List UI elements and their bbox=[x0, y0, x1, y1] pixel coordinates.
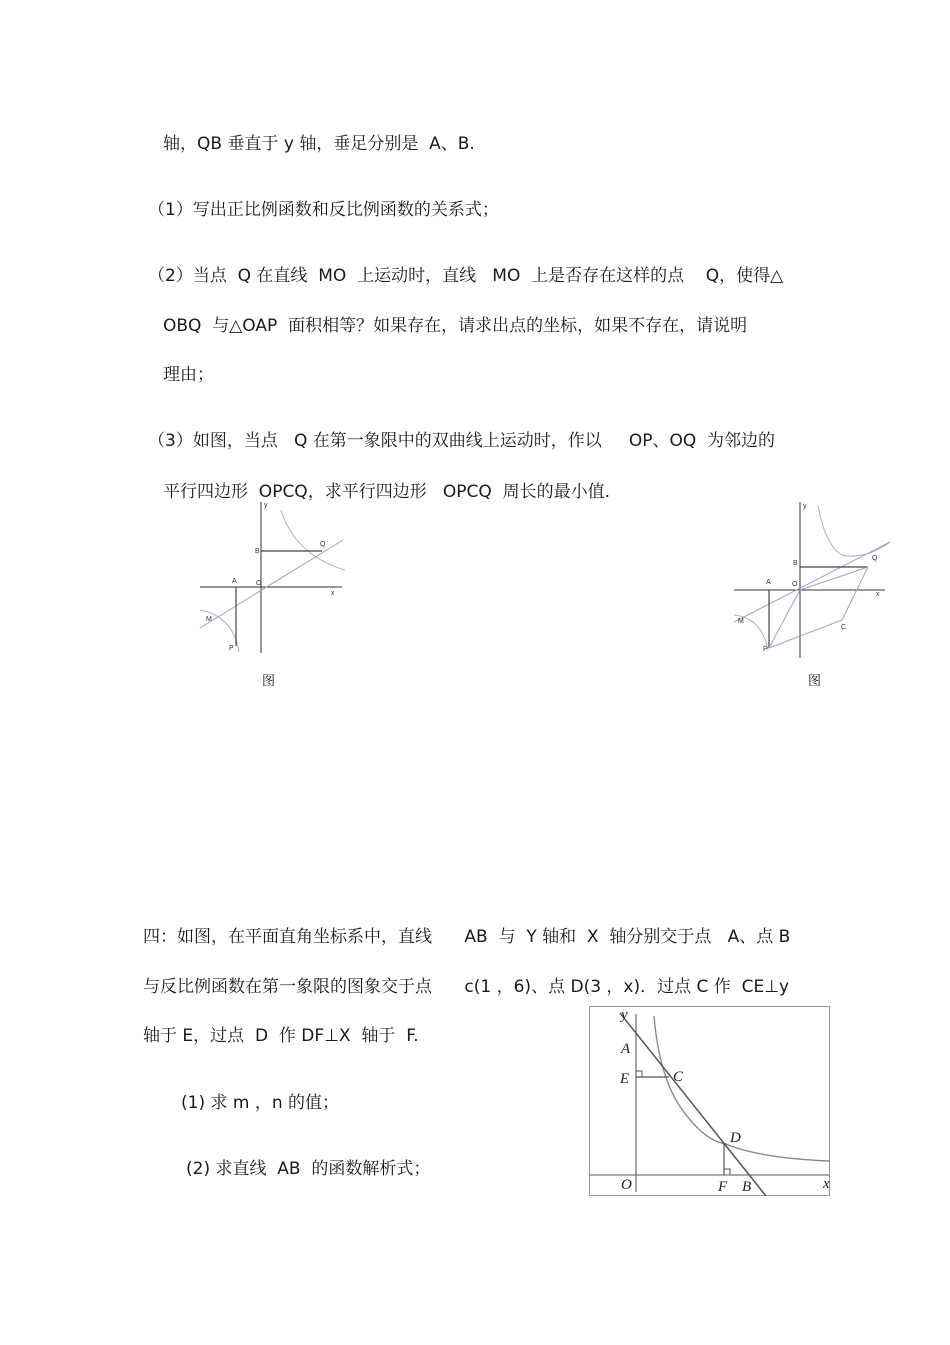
label-x: x bbox=[331, 590, 335, 597]
hyperbola-branch-q1 bbox=[281, 510, 345, 570]
label-q: Q bbox=[872, 555, 878, 562]
problem3-question3-line2: 平行四边形 OPCQ，求平行四边形 OPCQ 周长的最小值. bbox=[163, 482, 610, 502]
label-a: A bbox=[621, 1041, 631, 1057]
caption-left: 图 bbox=[262, 674, 276, 689]
problem3-question1: （1）写出正比例函数和反比例函数的关系式； bbox=[148, 200, 499, 220]
label-y: y bbox=[803, 503, 807, 510]
label-p: P bbox=[763, 646, 768, 653]
label-x: x bbox=[823, 1176, 830, 1192]
problem4-question1: (1) 求 m ，n 的值； bbox=[181, 1093, 340, 1113]
problem3-question2-line1: （2）当点 Q 在直线 MO 上运动时，直线 MO 上是否存在这样的点 Q，使得△ bbox=[148, 266, 784, 286]
label-q: Q bbox=[320, 541, 326, 548]
line-through-origin bbox=[734, 542, 890, 622]
label-a: A bbox=[232, 578, 237, 585]
problem3-line1: 轴，QB 垂直于 y 轴，垂足分别是 A、B. bbox=[163, 134, 475, 154]
problem4-line3: 轴于 E，过点 D 作 DF⊥X 轴于 F. bbox=[143, 1026, 419, 1046]
label-c: C bbox=[673, 1069, 684, 1085]
problem4-figure bbox=[589, 1006, 831, 1196]
side-pc bbox=[769, 620, 842, 648]
problem3-question3-line1: （3）如图，当点 Q 在第一象限中的双曲线上运动时，作以 OP、OQ 为邻边的 bbox=[148, 431, 776, 451]
problem3-figure-left bbox=[195, 500, 355, 660]
label-x: x bbox=[876, 591, 880, 598]
caption-right: 图 bbox=[808, 674, 822, 689]
label-o: O bbox=[792, 581, 798, 588]
problem3-figure-right bbox=[730, 500, 895, 660]
hyperbola-branch-q1 bbox=[818, 505, 890, 556]
label-b: B bbox=[255, 548, 260, 555]
problem3-question2-line2: OBQ 与△OAP 面积相等？如果存在，请求出点的坐标，如果不存在，请说明 bbox=[163, 316, 748, 336]
label-y: y bbox=[264, 502, 268, 509]
label-o: O bbox=[256, 580, 262, 587]
figure-frame bbox=[590, 1007, 830, 1196]
label-d: D bbox=[730, 1130, 741, 1146]
problem4-line2: 与反比例函数在第一象限的图象交于点 c(1 ，6)、点 D(3 ，x)．过点 C 作 CE⊥y bbox=[143, 977, 790, 997]
label-o: O bbox=[621, 1177, 632, 1193]
problem4-line1: 四：如图，在平面直角坐标系中，直线 AB 与 Y 轴和 X 轴分别交于点 A、点 B bbox=[143, 927, 791, 947]
label-m: M bbox=[738, 618, 744, 625]
label-e: E bbox=[620, 1071, 630, 1087]
line-mo bbox=[200, 540, 343, 628]
label-p: P bbox=[229, 645, 234, 652]
side-op bbox=[769, 590, 800, 648]
problem4-question2: (2) 求直线 AB 的函数解析式； bbox=[186, 1159, 431, 1179]
label-b: B bbox=[742, 1179, 752, 1195]
label-m: M bbox=[206, 616, 212, 623]
label-c: C bbox=[841, 624, 847, 631]
label-f: F bbox=[718, 1179, 728, 1195]
problem3-question2-line3: 理由； bbox=[163, 365, 214, 385]
label-a: A bbox=[766, 579, 771, 586]
label-y: y bbox=[621, 1007, 628, 1023]
label-b: B bbox=[793, 560, 798, 567]
